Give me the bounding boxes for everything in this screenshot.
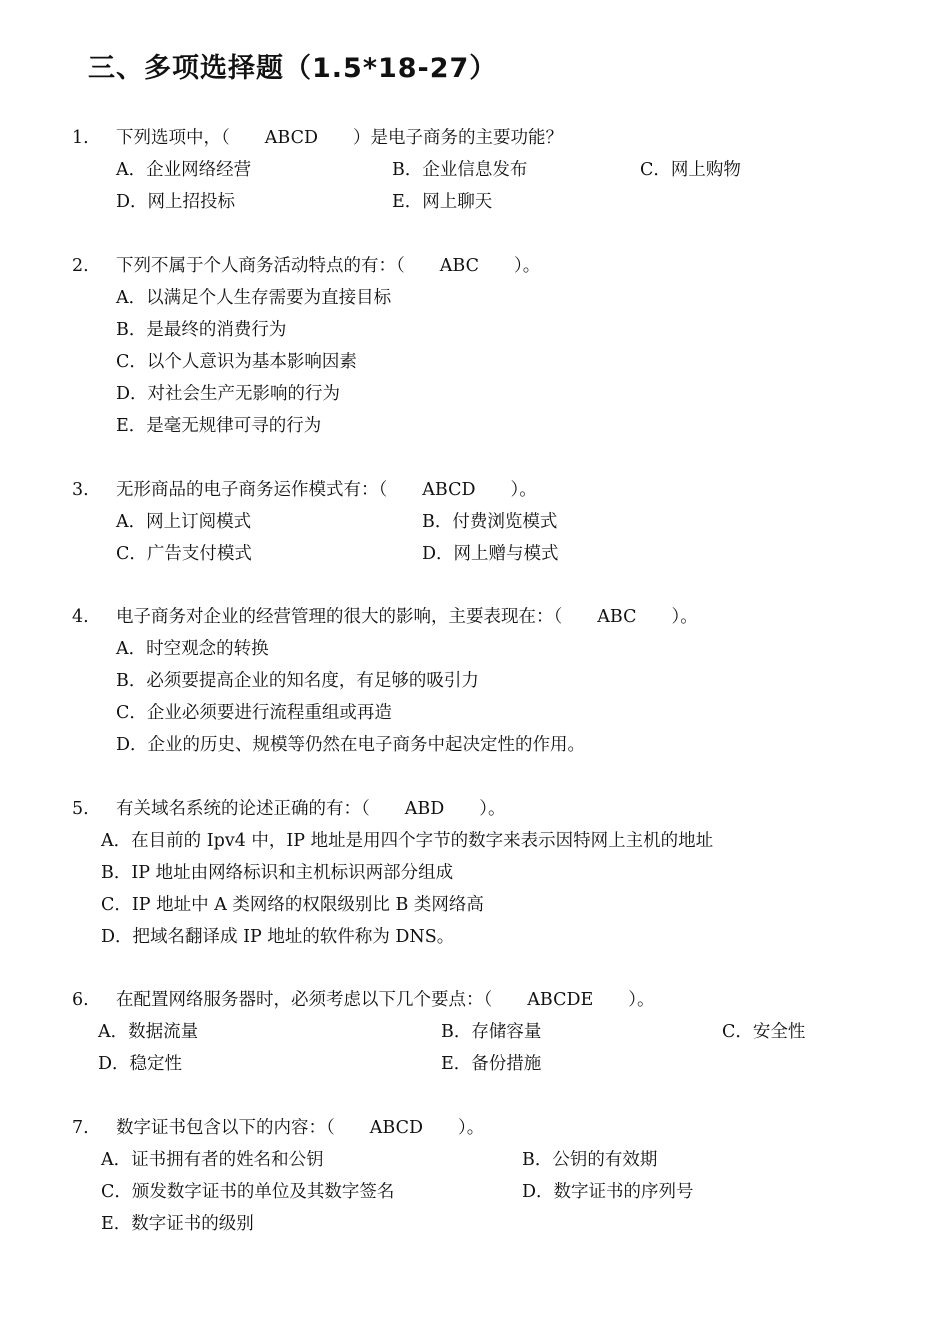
question-stem: 有关域名系统的论述正确的有：（ ABD ）。: [116, 799, 506, 819]
question-number: 2.: [72, 256, 89, 276]
option: B．存储容量: [441, 1022, 542, 1042]
option: B．付费浏览模式: [422, 512, 558, 532]
option: B．是最终的消费行为: [116, 320, 287, 340]
option: D．把域名翻译成 IP 地址的软件称为 DNS。: [101, 927, 455, 947]
option: C．企业必须要进行流程重组或再造: [116, 703, 392, 723]
option: B．公钥的有效期: [522, 1150, 658, 1170]
question-stem: 无形商品的电子商务运作模式有：（ ABCD ）。: [116, 480, 537, 500]
option: A．证书拥有者的姓名和公钥: [101, 1150, 324, 1170]
option: C．安全性: [722, 1022, 806, 1042]
option: A．企业网络经营: [116, 160, 252, 180]
question-number: 1.: [72, 128, 89, 148]
option: C．网上购物: [640, 160, 741, 180]
option: D．企业的历史、规模等仍然在电子商务中起决定性的作用。: [116, 735, 586, 755]
option: D．网上招投标: [116, 192, 236, 212]
option: C．广告支付模式: [116, 544, 252, 564]
option: E．备份措施: [441, 1054, 542, 1074]
option: C．IP 地址中 A 类网络的权限级别比 B 类网络高: [101, 895, 484, 915]
option: C．以个人意识为基本影响因素: [116, 352, 357, 372]
option: E．是毫无规律可寻的行为: [116, 416, 322, 436]
option: B．IP 地址由网络标识和主机标识两部分组成: [101, 863, 454, 883]
option: A．网上订阅模式: [116, 512, 252, 532]
question-number: 7.: [72, 1118, 89, 1138]
option: D．对社会生产无影响的行为: [116, 384, 341, 404]
option: A．以满足个人生存需要为直接目标: [116, 288, 392, 308]
option: E．数字证书的级别: [101, 1214, 254, 1234]
option: B．必须要提高企业的知名度，有足够的吸引力: [116, 671, 479, 691]
option: B．企业信息发布: [392, 160, 528, 180]
section-title: 三、多项选择题（1.5*18-27）: [88, 53, 498, 84]
option: C．颁发数字证书的单位及其数字签名: [101, 1182, 395, 1202]
question-number: 3.: [72, 480, 89, 500]
question-number: 6.: [72, 990, 89, 1010]
option: D．网上赠与模式: [422, 544, 559, 564]
question-stem: 电子商务对企业的经营管理的很大的影响，主要表现在：（ ABC ）。: [116, 607, 698, 627]
option: A．数据流量: [98, 1022, 199, 1042]
question-stem: 下列选项中，（ ABCD ）是电子商务的主要功能？: [116, 128, 563, 148]
question-stem: 下列不属于个人商务活动特点的有：（ ABC ）。: [116, 256, 541, 276]
question-number: 4.: [72, 607, 89, 627]
question-stem: 在配置网络服务器时，必须考虑以下几个要点：（ ABCDE ）。: [116, 990, 655, 1010]
question-stem: 数字证书包含以下的内容：（ ABCD ）。: [116, 1118, 485, 1138]
question-number: 5.: [72, 799, 89, 819]
option: A．时空观念的转换: [116, 639, 269, 659]
option: D．稳定性: [98, 1054, 183, 1074]
option: D．数字证书的序列号: [522, 1182, 694, 1202]
option: E．网上聊天: [392, 192, 493, 212]
option: A．在目前的 Ipv4 中，IP 地址是用四个字节的数字来表示因特网上主机的地址: [101, 831, 714, 851]
